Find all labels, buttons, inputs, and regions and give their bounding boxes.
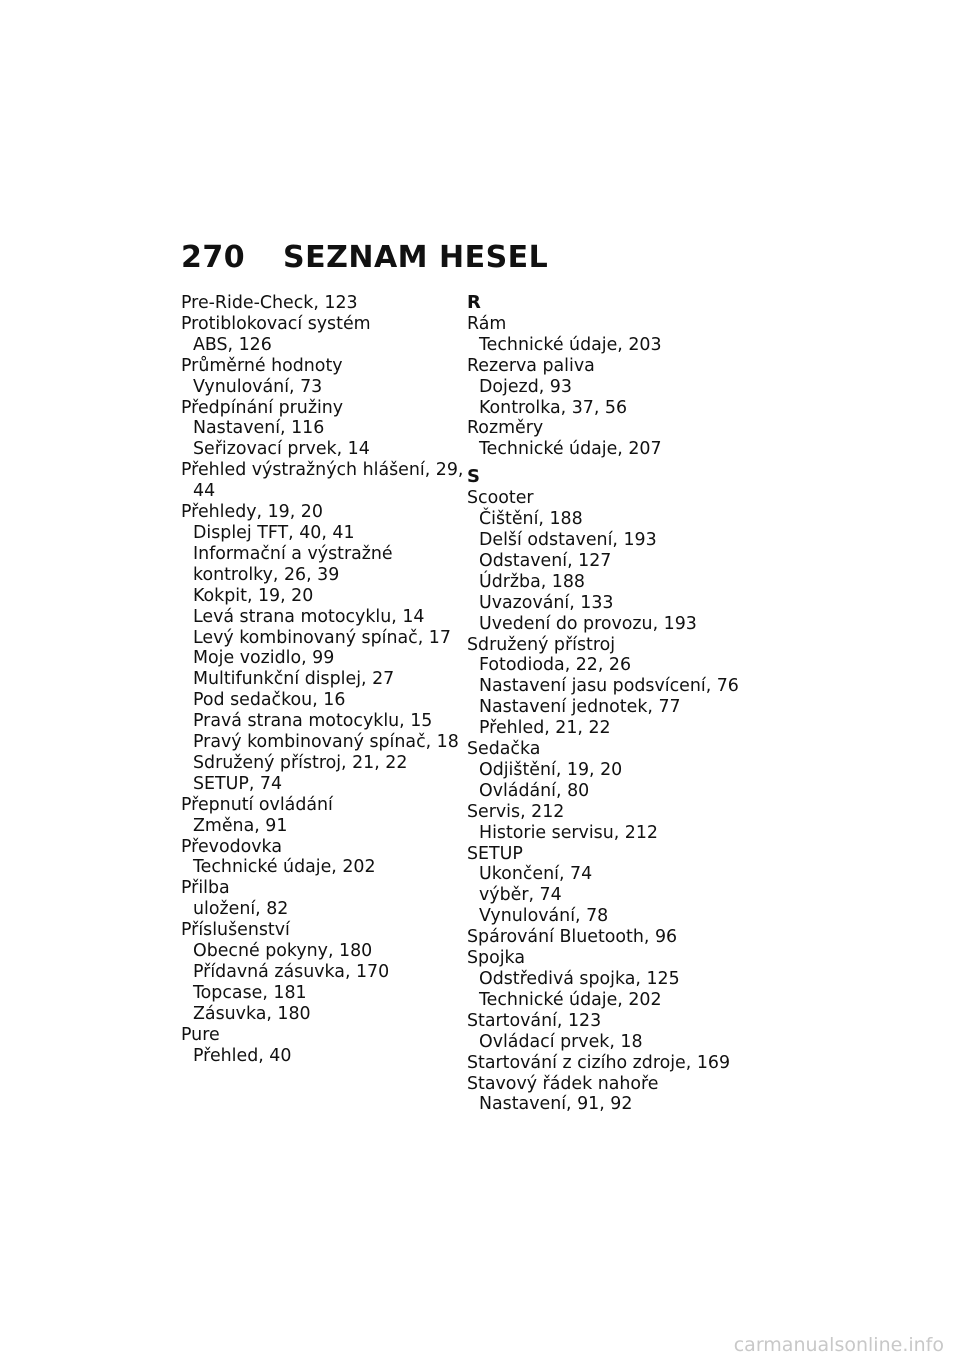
index-subentry: Technické údaje, 202 — [193, 857, 376, 878]
index-entry: Předpínání pružiny — [181, 397, 344, 418]
index-subentry: Odstavení, 127 — [479, 550, 612, 571]
index-subentry: Delší odstavení, 193 — [479, 529, 657, 550]
index-entry: Startování, 123 — [467, 1010, 602, 1031]
index-subentry: 44 — [193, 481, 216, 502]
index-entry: Pure — [181, 1024, 220, 1045]
index-subentry: Displej TFT, 40, 41 — [193, 522, 355, 543]
page-number: 270 — [181, 240, 246, 275]
index-subentry: Historie servisu, 212 — [479, 822, 659, 843]
index-entry: Sdružený přístroj — [467, 634, 616, 655]
watermark: carmanualsonline.info — [733, 1334, 944, 1356]
index-subentry: Technické údaje, 207 — [479, 439, 662, 460]
index-entry: Stavový řádek nahoře — [467, 1073, 659, 1094]
index-subentry: Ovládací prvek, 18 — [479, 1031, 643, 1052]
index-entry: Rozměry — [467, 418, 544, 439]
index-entry: Pre-Ride-Check, 123 — [181, 293, 358, 313]
index-subentry: Technické údaje, 203 — [479, 334, 662, 355]
page-header — [181, 240, 548, 275]
index-entry: Spárování Bluetooth, 96 — [467, 927, 678, 948]
index-column-left — [181, 293, 464, 1067]
index-entry: Přilba — [181, 878, 230, 899]
index-entry: Převodovka — [181, 836, 282, 857]
index-entry: Sedačka — [467, 739, 541, 760]
index-entry: Rám — [467, 313, 507, 334]
index-subentry: uložení, 82 — [193, 899, 289, 920]
index-subentry: Uvazování, 133 — [479, 592, 614, 613]
index-entry: Přepnutí ovládání — [181, 794, 333, 815]
index-subentry: Vynulování, 73 — [193, 376, 323, 397]
index-subentry: Zásuvka, 180 — [193, 1003, 311, 1024]
index-entry: Průměrné hodnoty — [181, 355, 343, 376]
index-subentry: Moje vozidlo, 99 — [193, 648, 335, 669]
index-subentry: Odjištění, 19, 20 — [479, 759, 623, 780]
index-letter-heading: S — [467, 466, 480, 488]
index-subentry: Fotodioda, 22, 26 — [479, 655, 632, 676]
index-entry: Spojka — [467, 948, 525, 969]
index-subentry: kontrolky, 26, 39 — [193, 564, 340, 585]
index-subentry: Odstředivá spojka, 125 — [479, 969, 680, 989]
index-entry: Startování z cizího zdroje, 169 — [467, 1052, 731, 1073]
index-entry: Protiblokovací systém — [181, 313, 371, 334]
index-subentry: Přehled, 40 — [193, 1045, 292, 1066]
page-title: SEZNAM HESEL — [283, 240, 549, 275]
index-entry: Scooter — [467, 488, 534, 509]
index-subentry: Kokpit, 19, 20 — [193, 585, 314, 606]
index-entry: SETUP — [467, 843, 523, 864]
index-entry: Příslušenství — [181, 920, 290, 941]
index-entry: Přehled výstražných hlášení, 29, — [181, 460, 464, 481]
index-entry: Rezerva paliva — [467, 355, 595, 376]
index-subentry: Nastavení, 91, 92 — [479, 1094, 633, 1115]
index-entry: Servis, 212 — [467, 801, 565, 822]
index-subentry: Přehled, 21, 22 — [479, 718, 611, 739]
index-subentry: Přídavná zásuvka, 170 — [193, 962, 390, 982]
index-subentry: Pravá strana motocyklu, 15 — [193, 711, 433, 732]
index-subentry: Technické údaje, 202 — [479, 989, 662, 1010]
index-subentry: Dojezd, 93 — [479, 376, 572, 397]
index-subentry: Topcase, 181 — [193, 982, 307, 1003]
index-subentry: Uvedení do provozu, 193 — [479, 613, 697, 634]
index-subentry: Informační a výstražné — [193, 543, 393, 564]
index-subentry: Údržba, 188 — [479, 571, 585, 592]
index-subentry: Levá strana motocyklu, 14 — [193, 606, 425, 627]
index-column-right — [467, 293, 737, 1115]
index-subentry: Nastavení jednotek, 77 — [479, 697, 681, 718]
index-subentry: Pravý kombinovaný spínač, 18 — [193, 732, 459, 753]
index-subentry: Změna, 91 — [193, 815, 288, 836]
index-subentry: Pod sedačkou, 16 — [193, 690, 346, 711]
index-subentry: Levý kombinovaný spínač, 17 — [193, 627, 451, 648]
index-subentry: Čištění, 188 — [479, 509, 583, 530]
index-subentry: Multifunkční displej, 27 — [193, 669, 395, 690]
index-subentry: výběr, 74 — [479, 885, 562, 906]
index-entry: Přehledy, 19, 20 — [181, 502, 323, 523]
index-letter-heading: R — [467, 292, 481, 313]
index-subentry: SETUP, 74 — [193, 773, 283, 794]
index-subentry: Ukončení, 74 — [479, 864, 593, 885]
index-subentry: ABS, 126 — [193, 334, 272, 355]
index-subentry: Seřizovací prvek, 14 — [193, 439, 370, 460]
index-subentry: Nastavení, 116 — [193, 418, 325, 439]
index-subentry: Obecné pokyny, 180 — [193, 941, 373, 962]
index-subentry: Vynulování, 78 — [479, 906, 609, 927]
index-subentry: Sdružený přístroj, 21, 22 — [193, 752, 408, 773]
index-subentry: Kontrolka, 37, 56 — [479, 397, 628, 418]
index-subentry: Nastavení jasu podsvícení, 76 — [479, 676, 739, 697]
index-subentry: Ovládání, 80 — [479, 780, 590, 801]
